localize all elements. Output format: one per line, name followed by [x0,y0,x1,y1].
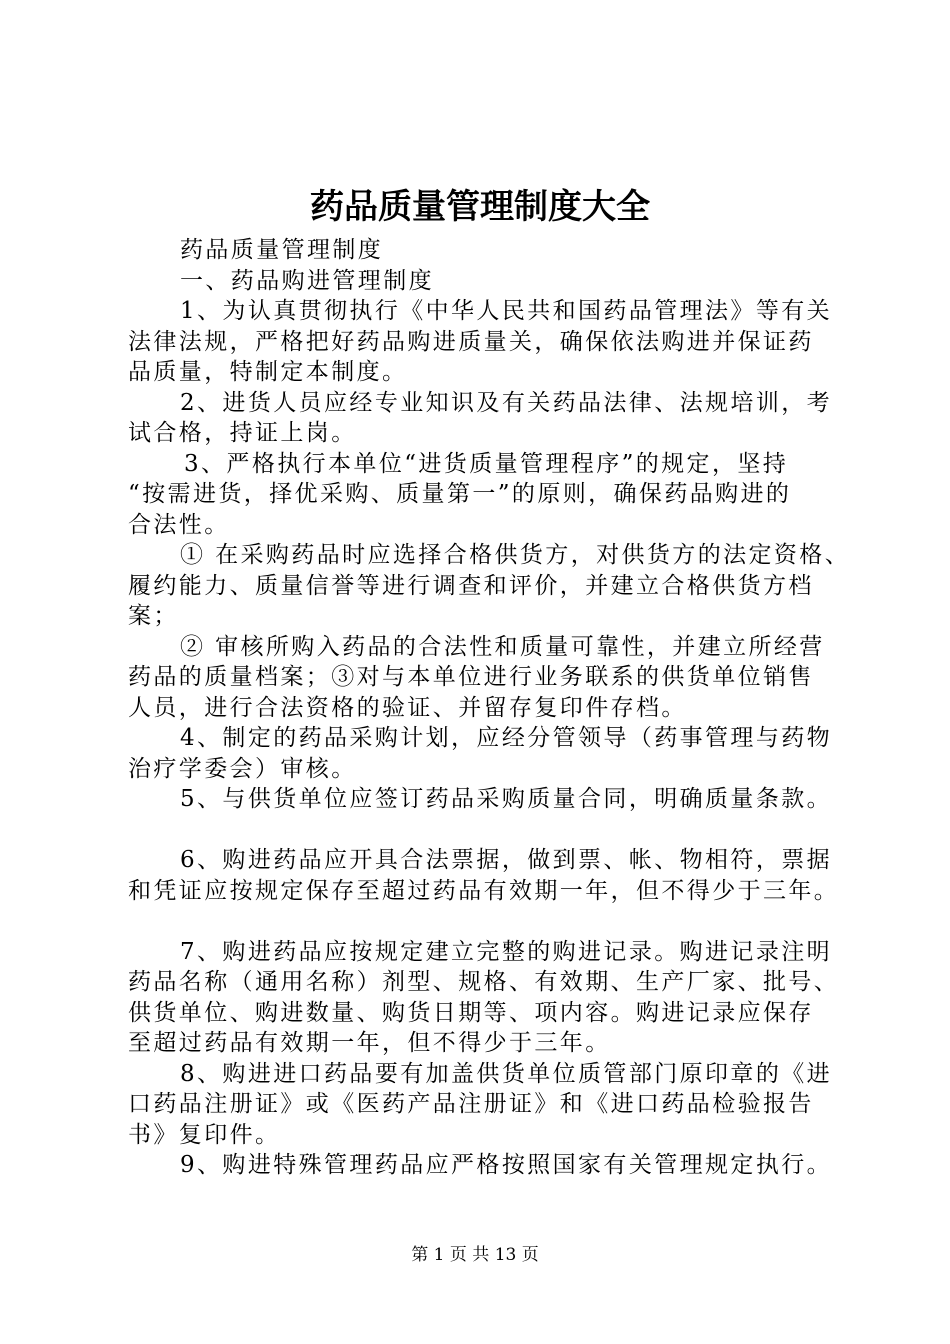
paragraph-line: 法律法规，严格把好药品购进质量关，确保依法购进并保证药 [128,328,814,355]
paragraph-line: 履约能力、质量信誉等进行调查和评价，并建立合格供货方档 [128,572,814,599]
page-number-footer: 第 1 页 共 13 页 [411,1245,539,1265]
paragraph-line: 和凭证应按规定保存至超过药品有效期一年，但不得少于三年。 [128,877,840,904]
paragraph-line: 品质量，特制定本制度。 [128,359,408,385]
paragraph-line: 试合格，持证上岗。 [128,420,357,446]
paragraph-line: 9、购进特殊管理药品应严格按照国家有关管理规定执行。 [180,1152,833,1178]
section-heading: 药品质量管理制度 [180,237,384,263]
paragraph-gap [128,815,840,846]
paragraph-line: 2、进货人员应经专业知识及有关药品法律、法规培训，考 [180,389,833,416]
paragraph-line: 至超过药品有效期一年，但不得少于三年。 [128,1030,611,1056]
document-title: 药品质量管理制度大全 [310,187,650,227]
paragraph-line: 8、购进进口药品要有加盖供货单位质管部门原印章的《进 [180,1060,833,1087]
paragraph-line: 合法性。 [128,511,230,538]
paragraph-line: 1、为认真贯彻执行《中华人民共和国药品管理法》等有关 [180,298,833,324]
paragraph-line: 3、严格执行本单位“进货质量管理程序”的规定，坚持 [184,450,789,477]
paragraph-line: ② 审核所购入药品的合法性和质量可靠性，并建立所经营 [180,633,825,660]
paragraph-line: 6、购进药品应开具合法票据，做到票、帐、物相符，票据 [180,847,833,873]
paragraph-line: 药品的质量档案；③对与本单位进行业务联系的供货单位销售 [128,664,814,690]
paragraph-line: 治疗学委会）审核。 [128,755,357,782]
paragraph-line: 4、制定的药品采购计划，应经分管领导（药事管理与药物 [180,725,833,751]
paragraph-line: 案； [128,603,179,629]
paragraph-gap [128,906,840,937]
paragraph-line: 5、与供货单位应签订药品采购质量合同，明确质量条款。 [180,786,833,812]
document-body [128,235,851,1181]
paragraph-line: 7、购进药品应按规定建立完整的购进记录。购进记录注明 [180,938,833,965]
paragraph-line: 人员，进行合法资格的验证、并留存复印件存档。 [128,694,687,721]
paragraph-line: 书》复印件。 [128,1121,281,1148]
paragraph-line: “按需进货，择优采购、质量第一”的原则，确保药品购进的 [128,481,792,507]
paragraph-line: 供货单位、购进数量、购货日期等、项内容。购进记录应保存 [128,999,814,1026]
paragraph-line: ① 在采购药品时应选择合格供货方，对供货方的法定资格、 [180,542,851,568]
paragraph-line: 药品名称（通用名称）剂型、规格、有效期、生产厂家、批号、 [128,969,840,995]
paragraph-line: 口药品注册证》或《医药产品注册证》和《进口药品检验报告 [128,1091,814,1117]
subsection-heading: 一、药品购进管理制度 [180,267,434,294]
